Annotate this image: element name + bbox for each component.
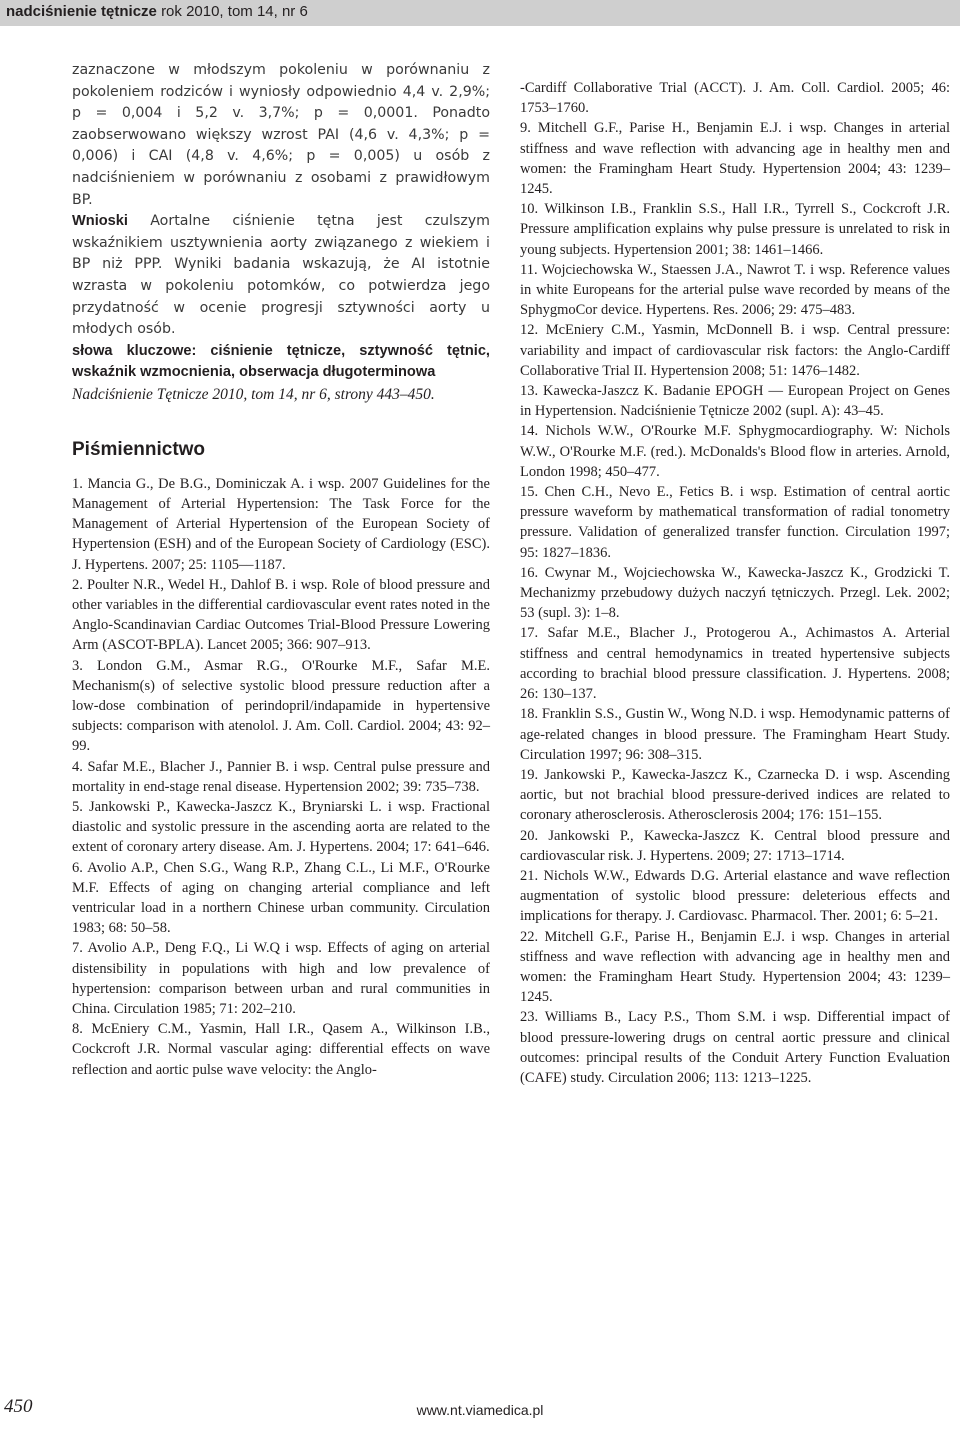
conclusions-text: Aortalne ciśnienie tętna jest czulszym wskaźnikiem usztywnienia aorty związanego z wiekiem i BP niż PPP. Wyniki badania wskazują, że AI istotnie wzrasta w pokoleniu potomków, co potwierdza jego przydatność w ocenie progresji sztywności aorty u młodych osób. [72,213,490,338]
summary-block [72,60,490,406]
reference-item: 6. Avolio A.P., Chen S.G., Wang R.P., Zhang C.L., Li M.F., O'Rourke M.F. Effects of aging on changing arterial compliance and left ventricular load in a northern Chinese urban community. Circulation 1983; 68: 50–58. [72,859,490,937]
reference-item: 21. Nichols W.W., Edwards D.G. Arterial elastance and wave reflection augmentation of systolic blood pressure: deleterious effects and implications for therapy. J. Cardiovasc. Pharmacol. Ther. 2001; 6: 5–21. [520,867,950,925]
reference-item: 3. London G.M., Asmar R.G., O'Rourke M.F., Safar M.E. Mechanism(s) of selective systolic blood pressure reduction after a low-dose combination of perindopril/indapamide in hypertensive subjects: comparison with atenolol. J. Am. Coll. Cardiol. 2004; 43: 92–99. [72,657,490,755]
references-list-right [520,78,950,1088]
reference-item: 13. Kawecka-Jaszcz K. Badanie EPOGH — European Project on Genes in Hypertension. Nadciśnienie Tętnicze 2002 (supl. A): 43–45. [520,383,950,420]
references-title: Piśmiennictwo [72,438,206,460]
reference-item: 8. McEniery C.M., Yasmin, Hall I.R., Qasem A., Wilkinson I.B., Cockcroft J.R. Normal vascular aging: differential effects on wave reflection and aortic pulse wave velocity: the Anglo- [72,1021,490,1078]
reference-item: 14. Nichols W.W., O'Rourke M.F. Sphygmocardiography. W: Nichols W.W., O'Rourke M.F. (red.). McDonalds's Blood flow in arteries. Arnold, London 1998; 450–477. [520,423,950,480]
running-header [0,0,960,26]
reference-item: 16. Cwynar M., Wojciechowska W., Kawecka-Jaszcz K., Grodzicki T. Mechanizmy przebudowy dużych naczyń tętniczych. Przegl. Lek. 2002; 53 (supl. 3): 1–8. [520,564,950,622]
reference-item: 12. McEniery C.M., Yasmin, McDonnell B. i wsp. Central pressure: variability and impact of cardiovascular risk factors: the Anglo-Cardiff Collaborative Trial II. Hypertension 2008; 51: 1476–1482. [520,322,950,379]
keywords: słowa kluczowe: ciśnienie tętnicze, sztywność tętnic, wskaźnik wzmocnienia, obserwacja długoterminowa [72,342,490,381]
reference-item: 20. Jankowski P., Kawecka-Jaszcz K. Central blood pressure and cardiovascular risk. J. Hypertens. 2009; 27: 1713–1714. [520,827,950,864]
reference-item: 11. Wojciechowska W., Staessen J.A., Nawrot T. i wsp. Reference values in white Europeans for the arterial pulse wave recorded by means of the SphygmoCor device. Hypertens. Res. 2006; 29: 475–483. [520,261,950,319]
reference-item: 9. Mitchell G.F., Parise H., Benjamin E.J. i wsp. Changes in arterial stiffness and wave reflection with advancing age in healthy men and women: the Framingham Heart Study. Hypertension 2004; 43: 1239–1245. [520,120,950,198]
reference-item: -Cardiff Collaborative Trial (ACCT). J. Am. Coll. Cardiol. 2005; 46: 1753–1760. [520,80,950,117]
reference-item: 10. Wilkinson I.B., Franklin S.S., Hall I.R., Tyrrell S., Cockcroft J.R. Pressure amplification explains why pulse pressure is unrelated to risk in young subjects. Hypertension 2001; 38: 1461–1466. [520,201,950,258]
reference-item: 15. Chen C.H., Nevo E., Fetics B. i wsp. Estimation of central aortic pressure waveform by mathematical transformation of radial tonometry pressure. Validation of generalized transfer function. Circulation 1997; 95: 1827–1836. [520,484,950,561]
conclusions-label: Wnioski [72,213,128,230]
reference-item: 18. Franklin S.S., Gustin W., Wong N.D. i wsp. Hemodynamic patterns of age-related changes in blood pressure. The Framingham Heart Study. Circulation 1997; 96: 308–315. [520,706,950,763]
reference-item: 23. Williams B., Lacy P.S., Thom S.M. i wsp. Differential impact of blood pressure-lowering drugs on central aortic pressure and clinical outcomes: principal results of the Conduit Artery Function Evaluation (CAFE) study. Circulation 2006; 113: 1213–1225. [520,1009,950,1086]
journal-name: nadciśnienie tętnicze [6,3,157,20]
reference-item: 1. Mancia G., De B.G., Dominiczak A. i wsp. 2007 Guidelines for the Management of Arterial Hypertension: The Task Force for the Management of Arterial Hypertension of the European Society of Hypertension (ESH) and of the European Society of Cardiology (ESC). J. Hypertens. 2007; 25: 1105––1187. [72,475,490,573]
reference-item: 2. Poulter N.R., Wedel H., Dahlof B. i wsp. Role of blood pressure and other variables in the differential cardiovascular event rates noted in the Anglo-Scandinavian Cardiac Outcomes Trial-Blood Pressure Lowering Arm (ASCOT-BPLA). Lancet 2005; 366: 907–913. [72,576,490,654]
reference-item: 19. Jankowski P., Kawecka-Jaszcz K., Czarnecka D. i wsp. Ascending aortic, but not brachial blood pressure-derived indices are related to coronary atherosclerosis. Atherosclerosis 2004; 176: 151–155. [520,766,950,824]
reference-item: 5. Jankowski P., Kawecka-Jaszcz K., Bryniarski L. i wsp. Fractional diastolic and systolic pressure in the ascending aorta are related to the extent of coronary artery disease. Am. J. Hypertens. 2004; 17: 641–646. [72,798,490,856]
reference-item: 17. Safar M.E., Blacher J., Protogerou A., Achimastos A. Arterial stiffness and central hemodynamics in treated hypertensive subjects according to brachial blood pressure classification. J. Hypertens. 2008; 26: 130–137. [520,625,950,703]
reference-item: 7. Avolio A.P., Deng F.Q., Li W.Q i wsp. Effects of aging on arterial distensibility in populations with high and low prevalence of hypertension: comparison between urban and rural communities in China. Circulation 1985; 71: 202–210. [72,940,490,1017]
references-list-left [72,474,490,1080]
page-number: 450 [4,1396,33,1417]
footer-url[interactable]: www.nt.viamedica.pl [416,1402,544,1418]
summary-paragraph: zaznaczone w młodszym pokoleniu w porównaniu z pokoleniem rodziców i wyniosły odpowiednio 4,4 v. 2,9%; p = 0,004 i 5,2 v. 3,7%; p = 0,0001. Ponadto zaobserwowano większy wzrost PAI (4,6 v. 4,3%; p = 0,006) i CAI (4,8 v. 4,6%; p = 0,005) u osób z nadciśnieniem w porównaniu z osobami z prawidłowym BP. [72,62,490,208]
reference-item: 4. Safar M.E., Blacher J., Pannier B. i wsp. Central pulse pressure and mortality in end-stage renal disease. Hypertension 2002; 39: 735–738. [72,758,490,795]
left-column [72,60,490,1080]
issue-info: rok 2010, tom 14, nr 6 [161,3,308,20]
page-footer [0,1396,960,1431]
reference-item: 22. Mitchell G.F., Parise H., Benjamin E.J. i wsp. Changes in arterial stiffness and wave reflection with advancing age in healthy men and women: the Framingham Heart Study. Hypertension 2004; 43: 1239–1245. [520,928,950,1006]
conclusions-paragraph [72,211,490,341]
article-citation: Nadciśnienie Tętnicze 2010, tom 14, nr 6, strony 443–450. [72,385,435,403]
right-column [520,78,950,1088]
